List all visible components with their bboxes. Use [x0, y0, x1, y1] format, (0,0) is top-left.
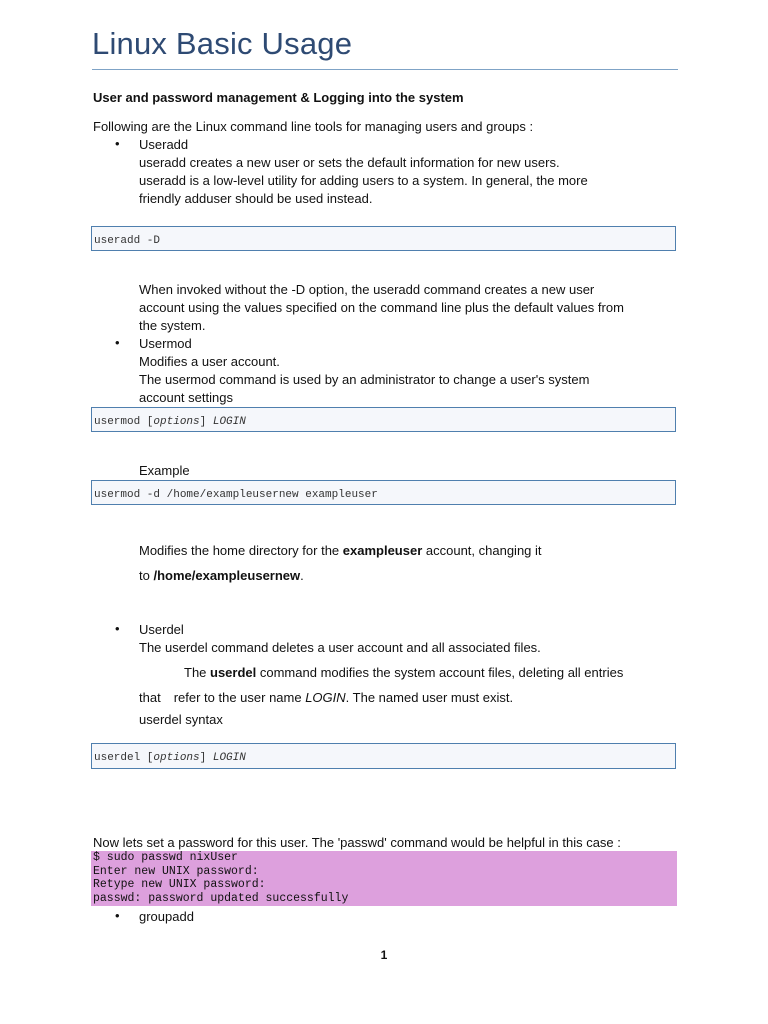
terminal-output — [91, 851, 677, 906]
useradd-heading: Useradd — [139, 137, 189, 152]
useradd-para-1: When invoked without the -D option, the useradd command creates a new user — [139, 282, 595, 297]
code-text: userdel [options] LOGIN — [94, 752, 246, 764]
usermod-desc-3: account settings — [139, 390, 233, 405]
code-block-usermod-syntax — [91, 407, 676, 432]
useradd-desc-3: friendly adduser should be used instead. — [139, 191, 373, 206]
code-text: usermod [options] LOGIN — [94, 416, 246, 428]
groupadd-heading: groupadd — [139, 909, 194, 924]
title-divider — [92, 69, 678, 70]
page-number: 1 — [380, 948, 388, 962]
code-block-userdel-syntax — [91, 743, 676, 769]
intro-text: Following are the Linux command line tools for managing users and groups : — [93, 119, 534, 134]
code-block-usermod-example — [91, 480, 676, 505]
bullet-dot: • — [115, 335, 120, 350]
bullet-dot: • — [115, 621, 120, 636]
code-text: usermod -d /home/exampleusernew exampleuser — [94, 489, 378, 501]
code-block-useradd — [91, 226, 676, 251]
usermod-example-path: to /home/exampleusernew. — [139, 568, 304, 583]
usermod-desc-1: Modifies a user account. — [139, 354, 280, 369]
page-title: Linux Basic Usage — [92, 26, 353, 61]
code-text: useradd -D — [94, 235, 161, 247]
userdel-para-1: The userdel command modifies the system account files, deleting all entries — [184, 665, 624, 680]
passwd-intro: Now lets set a password for this user. The 'passwd' command would be helpful in this case : — [93, 835, 621, 850]
usermod-example-desc: Modifies the home directory for the exampleuser account, changing it — [139, 543, 542, 558]
useradd-para-3: the system. — [139, 318, 206, 333]
useradd-para-2: account using the values specified on the command line plus the default values from — [139, 300, 624, 315]
terminal-line: Enter new UNIX password: — [93, 864, 259, 878]
terminal-line: $ sudo passwd nixUser — [93, 851, 238, 864]
userdel-syntax-label: userdel syntax — [139, 712, 223, 727]
useradd-desc-2: useradd is a low-level utility for adding users to a system. In general, the more — [139, 173, 588, 188]
terminal-line: passwd: password updated successfully — [93, 891, 349, 905]
usermod-desc-2: The usermod command is used by an administrator to change a user's system — [139, 372, 590, 387]
section-heading: User and password management & Logging into the system — [93, 90, 464, 105]
userdel-desc-1: The userdel command deletes a user account and all associated files. — [139, 640, 541, 655]
userdel-heading: Userdel — [139, 622, 184, 637]
usermod-heading: Usermod — [139, 336, 192, 351]
bullet-dot: • — [115, 136, 120, 151]
useradd-desc-1: useradd creates a new user or sets the default information for new users. — [139, 155, 560, 170]
userdel-para-2: that refer to the user name LOGIN. The named user must exist. — [139, 690, 514, 705]
bullet-dot: • — [115, 908, 120, 923]
terminal-line: Retype new UNIX password: — [93, 878, 266, 891]
example-label: Example — [139, 463, 190, 478]
